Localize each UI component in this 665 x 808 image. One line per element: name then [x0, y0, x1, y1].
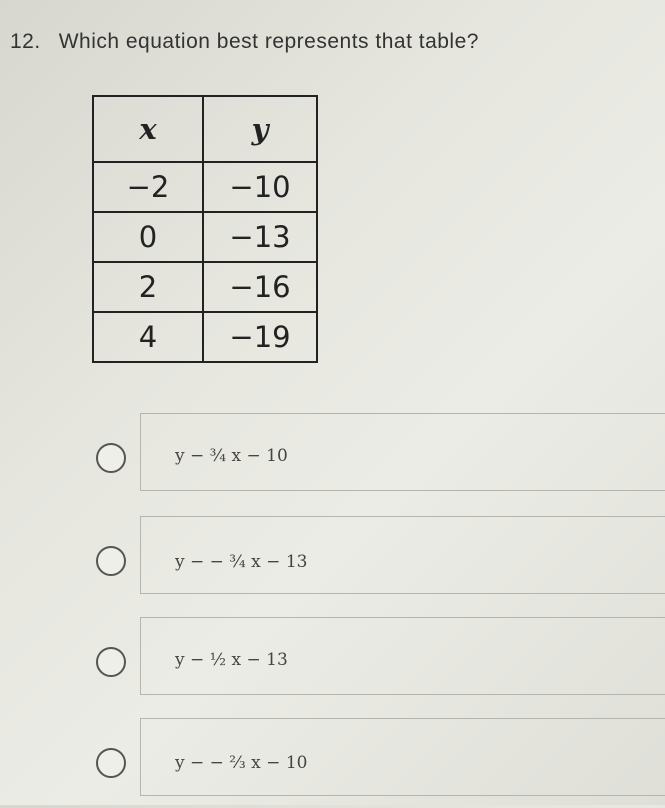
radio-button-d[interactable]: [96, 748, 126, 778]
table-cell-x: 0: [93, 212, 203, 262]
choice-equation-c: y − ½ x − 13: [175, 650, 288, 670]
table-row: [93, 212, 317, 262]
answer-choice-d[interactable]: [0, 718, 665, 808]
question-header: [10, 30, 479, 54]
question-text: Which equation best represents that table?: [58, 30, 479, 53]
choice-equation-b: y − − ¾ x − 13: [175, 552, 308, 572]
table-row: [93, 262, 317, 312]
table-row: [93, 162, 317, 212]
radio-button-c[interactable]: [96, 647, 126, 677]
table-header-y: y: [203, 96, 317, 162]
table-row: [93, 312, 317, 362]
answer-choice-a[interactable]: [0, 413, 665, 503]
table-cell-x: −2: [93, 162, 203, 212]
choice-equation-d: y − − ⅔ x − 10: [175, 753, 308, 773]
table-cell-x: 2: [93, 262, 203, 312]
radio-button-a[interactable]: [96, 443, 126, 473]
table-cell-y: −10: [203, 162, 317, 212]
answer-choice-c[interactable]: [0, 617, 665, 707]
xy-table: [92, 95, 318, 363]
table-cell-y: −13: [203, 212, 317, 262]
table-header-x: x: [93, 96, 203, 162]
table-cell-y: −16: [203, 262, 317, 312]
answer-choice-b[interactable]: [0, 516, 665, 606]
question-number: 12.: [10, 30, 41, 53]
table-cell-y: −19: [203, 312, 317, 362]
table-cell-x: 4: [93, 312, 203, 362]
table-header-row: [93, 96, 317, 162]
choice-equation-a: y − ¾ x − 10: [175, 446, 288, 466]
radio-button-b[interactable]: [96, 546, 126, 576]
